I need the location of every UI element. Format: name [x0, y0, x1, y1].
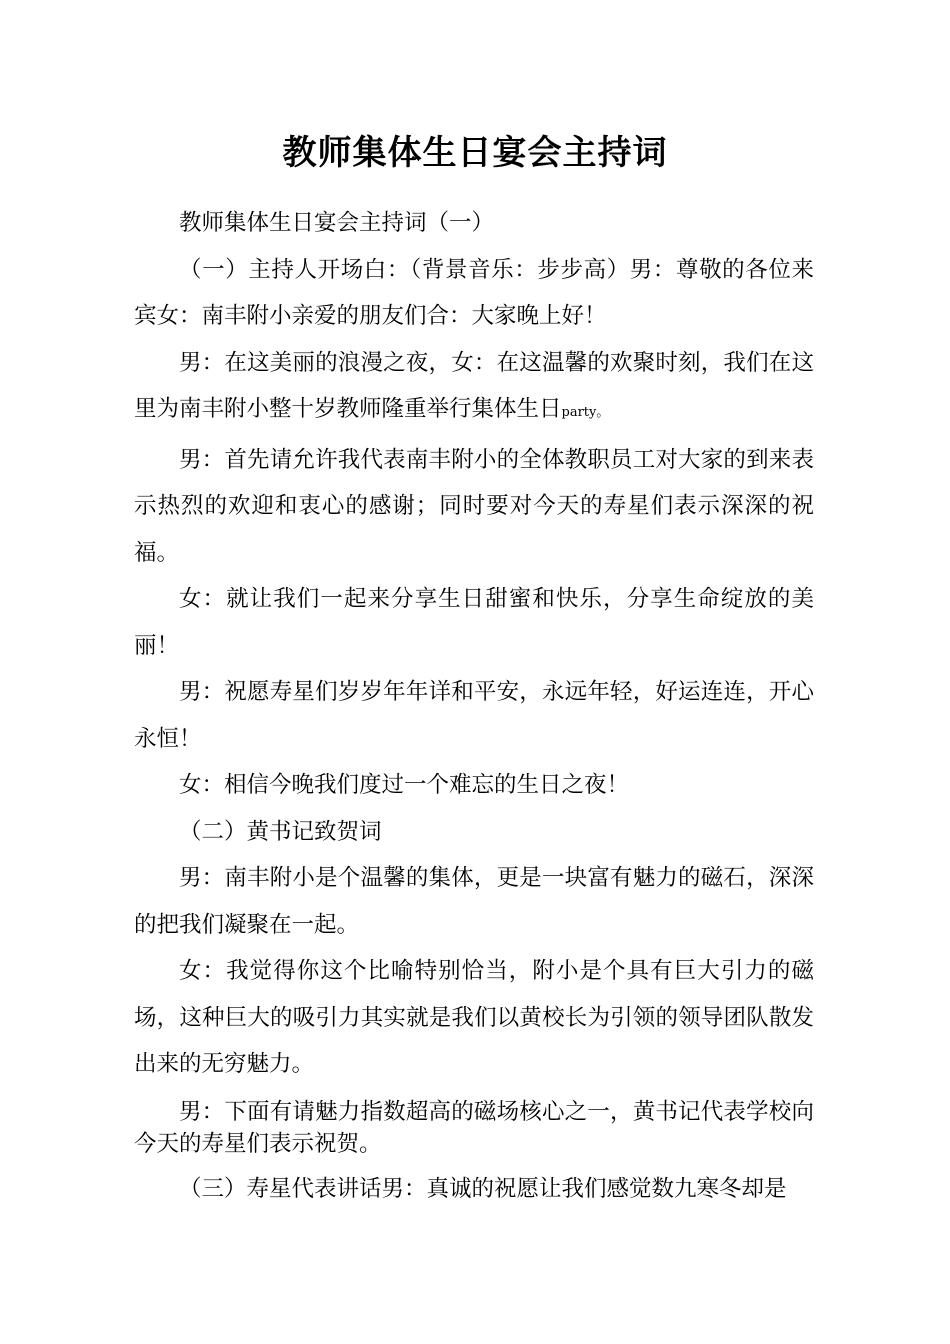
paragraph-9: 男：南丰附小是个温馨的集体，更是一块富有魅力的磁石，深深的把我们凝聚在一起。	[134, 865, 814, 938]
paragraph-12: （三）寿星代表讲话男：真诚的祝愿让我们感觉数九寒冬却是	[179, 1175, 787, 1202]
paragraph-3-suffix: party。	[561, 405, 610, 420]
paragraph-8: （二）黄书记致贺词	[179, 818, 382, 845]
paragraph-3	[134, 340, 814, 437]
paragraph-4: 男：首先请允许我代表南丰附小的全体教职员工对大家的到来表示热烈的欢迎和衷心的感谢；同时要对今天的寿星们表示深深的祝福。	[134, 446, 814, 566]
paragraph-7: 女：相信今晚我们度过一个难忘的生日之夜！	[179, 772, 630, 798]
paragraph-2: （一）主持人开场白：（背景音乐：步步高）男：尊敬的各位来宾女：南丰附小亲爱的朋友们合：大家晚上好！	[134, 256, 814, 329]
paragraph-3-text: 男：在这美丽的浪漫之夜，女：在这温馨的欢聚时刻，我们在这里为南丰附小整十岁教师隆重举行集体生日	[134, 349, 814, 422]
paragraph-5: 女：就让我们一起来分享生日甜蜜和快乐，分享生命绽放的美丽！	[134, 586, 814, 659]
paragraph-1: 教师集体生日宴会主持词（一）	[179, 210, 495, 236]
document-body	[134, 200, 814, 1212]
paragraph-6: 男：祝愿寿星们岁岁年年详和平安，永远年轻，好运连连，开心永恒！	[134, 679, 814, 752]
paragraph-11: 男：下面有请魅力指数超高的磁场核心之一，黄书记代表学校向今天的寿星们表示祝贺。	[134, 1098, 814, 1157]
document-title: 教师集体生日宴会主持词	[282, 133, 668, 173]
paragraph-10: 女：我觉得你这个比喻特别恰当，附小是个具有巨大引力的磁场，这种巨大的吸引力其实就是我们以黄校长为引领的领导团队散发出来的无穷魅力。	[134, 958, 814, 1077]
